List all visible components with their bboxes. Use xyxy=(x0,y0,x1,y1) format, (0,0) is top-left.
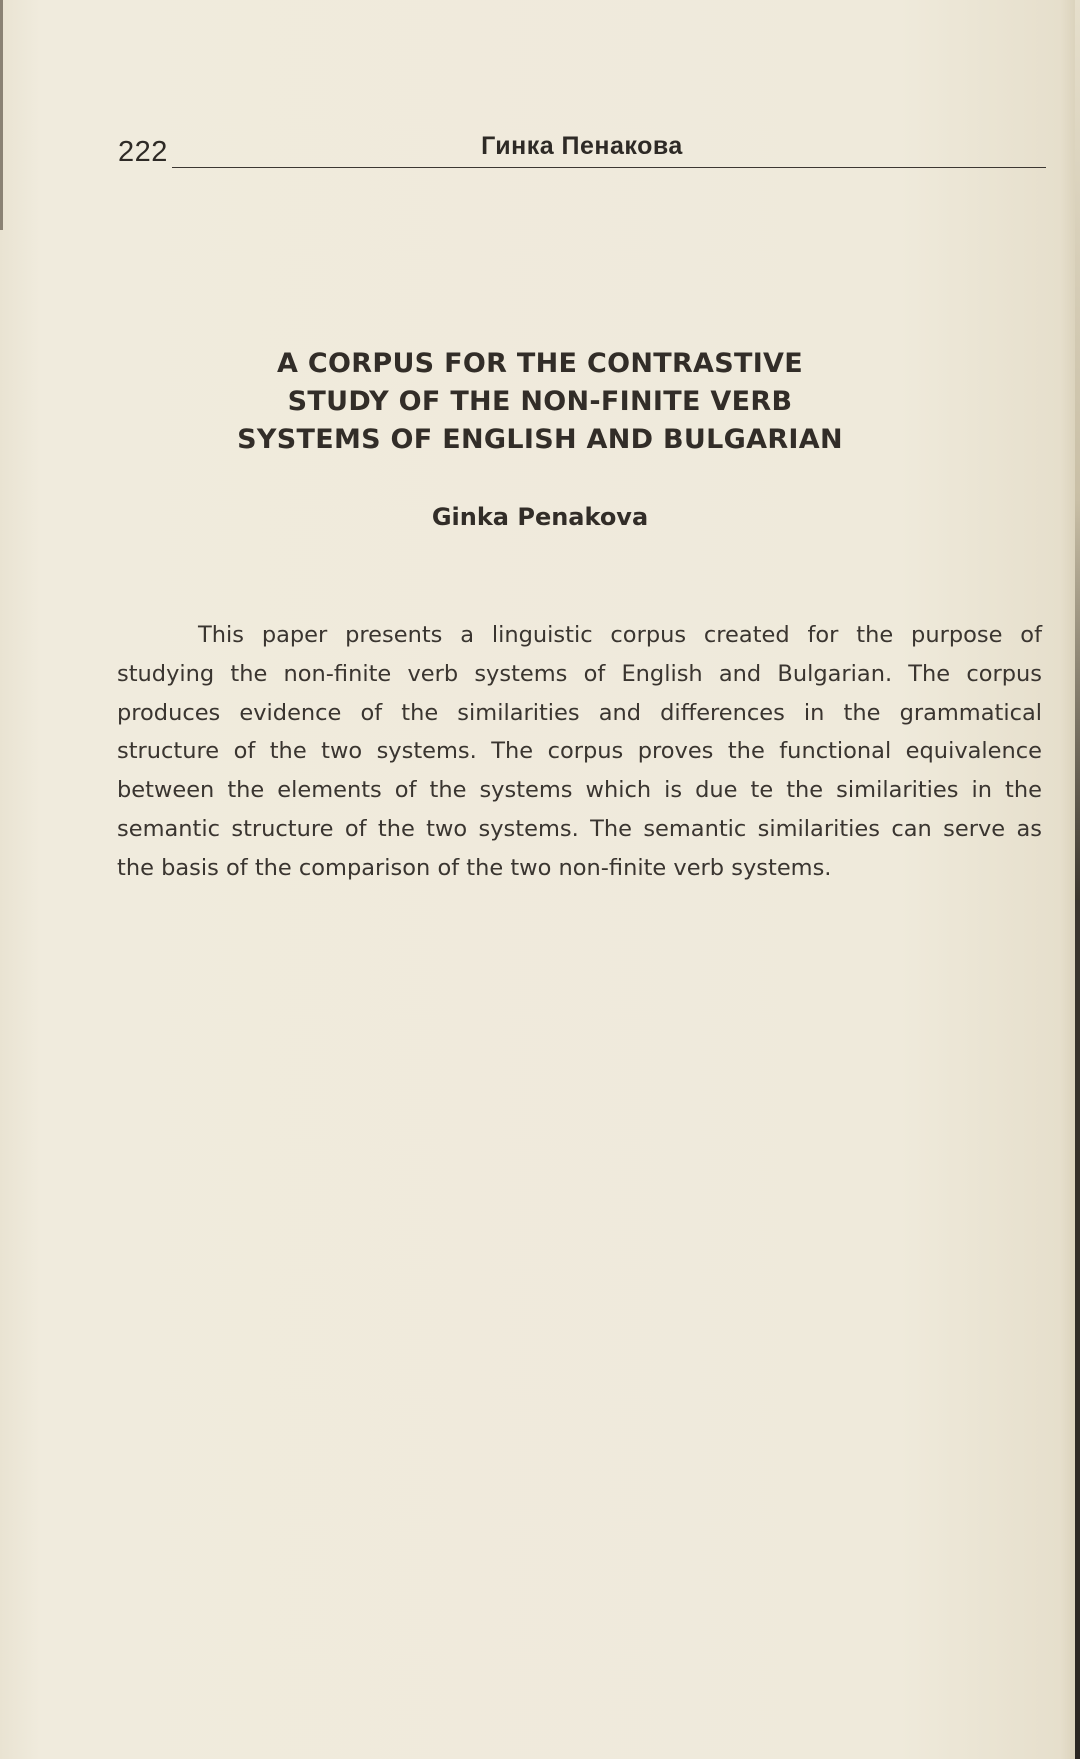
abstract-line: semantic structure of the two systems. The semantic similarities can serve as xyxy=(117,815,1042,842)
page-number: 222 xyxy=(118,136,168,168)
abstract-line: studying the non-finite verb systems of English and Bulgarian. The corpus xyxy=(117,660,1042,687)
title-line: STUDY OF THE NON-FINITE VERB xyxy=(287,386,793,417)
running-head-author: Гинка Пенакова xyxy=(481,132,683,160)
abstract-line: This paper presents a linguistic corpus created for the purpose of xyxy=(198,622,1042,648)
title-line: SYSTEMS OF ENGLISH AND BULGARIAN xyxy=(237,424,843,455)
title-line: A CORPUS FOR THE CONTRASTIVE xyxy=(277,348,803,379)
running-head xyxy=(118,132,1046,170)
abstract-line: the basis of the comparison of the two non-finite verb systems. xyxy=(117,854,832,881)
header-rule xyxy=(172,167,1046,168)
page-edge-left xyxy=(0,0,3,230)
page-edge-right xyxy=(1075,0,1080,1759)
abstract-paragraph xyxy=(117,616,1042,888)
paper-author: Ginka Penakova xyxy=(431,503,649,531)
paper-title xyxy=(0,345,1080,459)
abstract-line: produces evidence of the similarities and differences in the grammatical xyxy=(117,699,1042,726)
abstract-line: structure of the two systems. The corpus proves the functional equivalence xyxy=(117,738,1042,765)
abstract-line: between the elements of the systems which is due te the similarities in the xyxy=(117,777,1042,804)
